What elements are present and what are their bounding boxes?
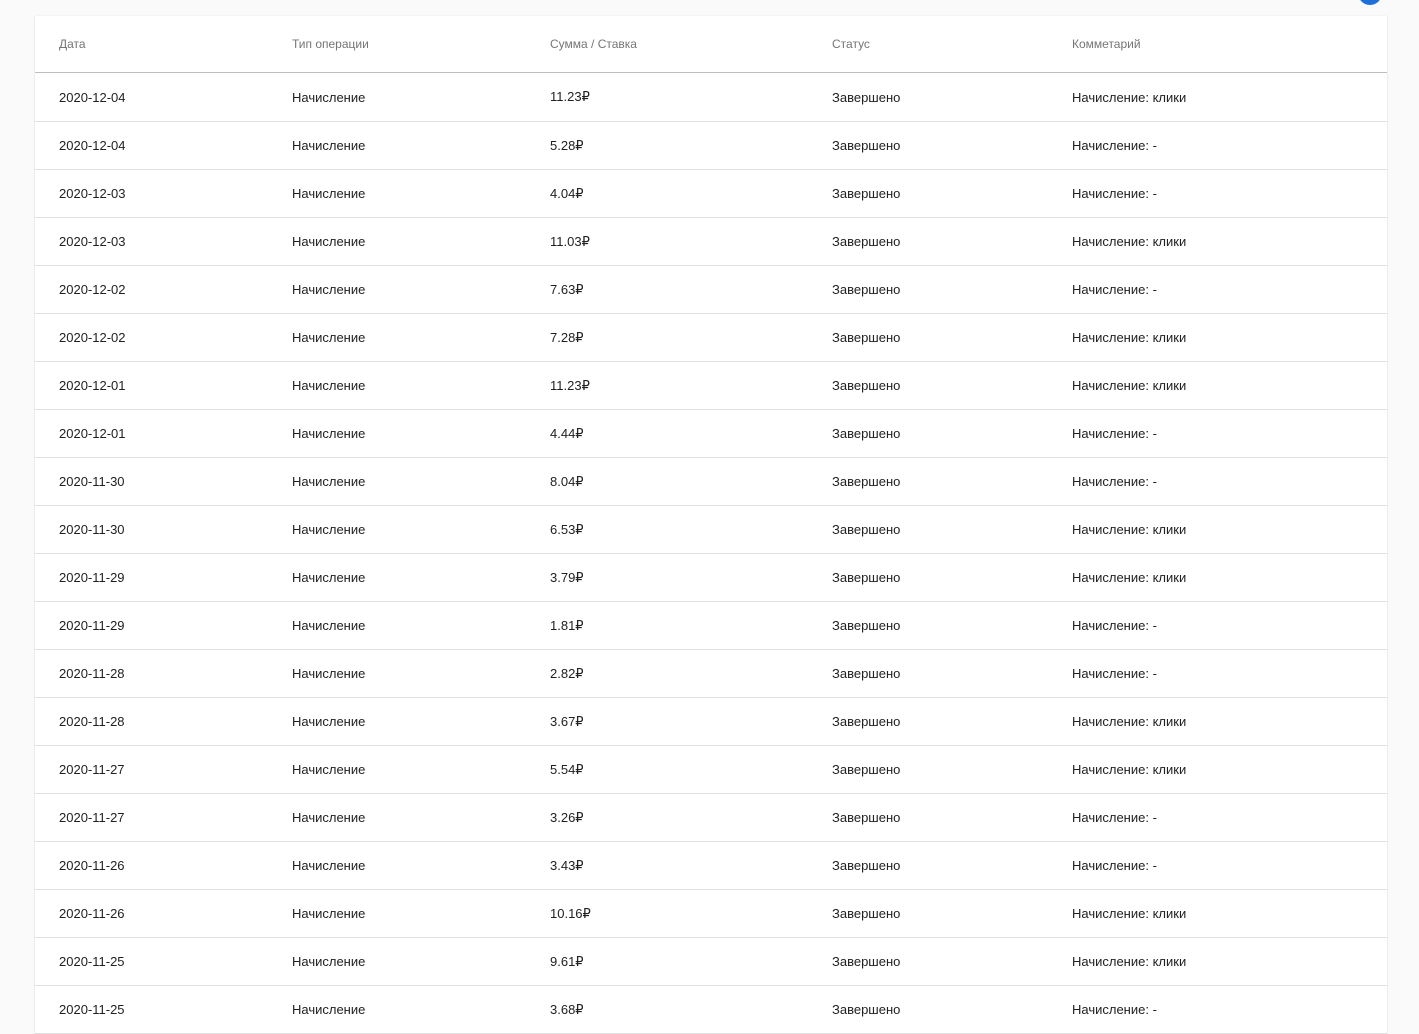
cell-type: Начисление	[292, 554, 550, 602]
cell-status: Завершено	[832, 218, 1072, 266]
cell-type: Начисление	[292, 986, 550, 1034]
cell-comment: Начисление: клики	[1072, 73, 1387, 122]
cell-type: Начисление	[292, 122, 550, 170]
cell-comment: Начисление: клики	[1072, 218, 1387, 266]
cell-date: 2020-12-02	[35, 266, 292, 314]
column-header-date[interactable]: Дата	[35, 16, 292, 73]
cell-type: Начисление	[292, 650, 550, 698]
cell-amount: 5.28₽	[550, 122, 832, 170]
cell-comment: Начисление: -	[1072, 266, 1387, 314]
column-header-status[interactable]: Статус	[832, 16, 1072, 73]
cell-amount: 4.04₽	[550, 170, 832, 218]
cell-type: Начисление	[292, 842, 550, 890]
transactions-table	[35, 16, 1387, 1034]
cell-amount: 11.23₽	[550, 362, 832, 410]
cell-comment: Начисление: клики	[1072, 506, 1387, 554]
table-row[interactable]	[35, 362, 1387, 410]
cell-amount: 2.82₽	[550, 650, 832, 698]
cell-date: 2020-11-30	[35, 506, 292, 554]
cell-type: Начисление	[292, 410, 550, 458]
cell-type: Начисление	[292, 266, 550, 314]
table-row[interactable]	[35, 73, 1387, 122]
cell-amount: 4.44₽	[550, 410, 832, 458]
cell-type: Начисление	[292, 73, 550, 122]
table-row[interactable]	[35, 458, 1387, 506]
cell-status: Завершено	[832, 362, 1072, 410]
cell-status: Завершено	[832, 794, 1072, 842]
cell-amount: 11.23₽	[550, 73, 832, 122]
cell-date: 2020-12-01	[35, 410, 292, 458]
cell-comment: Начисление: -	[1072, 986, 1387, 1034]
table-row[interactable]	[35, 650, 1387, 698]
cell-comment: Начисление: -	[1072, 170, 1387, 218]
cell-status: Завершено	[832, 458, 1072, 506]
cell-amount: 3.67₽	[550, 698, 832, 746]
cell-amount: 8.04₽	[550, 458, 832, 506]
cell-type: Начисление	[292, 938, 550, 986]
table-row[interactable]	[35, 554, 1387, 602]
cell-comment: Начисление: клики	[1072, 554, 1387, 602]
cell-status: Завершено	[832, 746, 1072, 794]
table-header-row	[35, 16, 1387, 73]
table-row[interactable]	[35, 746, 1387, 794]
cell-comment: Начисление: -	[1072, 842, 1387, 890]
cell-status: Завершено	[832, 266, 1072, 314]
cell-amount: 6.53₽	[550, 506, 832, 554]
cell-amount: 3.43₽	[550, 842, 832, 890]
table-row[interactable]	[35, 122, 1387, 170]
cell-type: Начисление	[292, 698, 550, 746]
cell-comment: Начисление: клики	[1072, 890, 1387, 938]
cell-amount: 5.54₽	[550, 746, 832, 794]
table-row[interactable]	[35, 890, 1387, 938]
cell-date: 2020-11-29	[35, 554, 292, 602]
cell-comment: Начисление: -	[1072, 410, 1387, 458]
cell-date: 2020-11-26	[35, 890, 292, 938]
table-row[interactable]	[35, 218, 1387, 266]
cell-date: 2020-12-03	[35, 218, 292, 266]
cell-status: Завершено	[832, 698, 1072, 746]
cell-status: Завершено	[832, 842, 1072, 890]
cell-date: 2020-11-28	[35, 698, 292, 746]
table-row[interactable]	[35, 506, 1387, 554]
cell-date: 2020-12-02	[35, 314, 292, 362]
table-row[interactable]	[35, 794, 1387, 842]
cell-comment: Начисление: -	[1072, 602, 1387, 650]
cell-date: 2020-11-25	[35, 938, 292, 986]
cell-date: 2020-12-04	[35, 122, 292, 170]
cell-type: Начисление	[292, 218, 550, 266]
table-row[interactable]	[35, 842, 1387, 890]
cell-status: Завершено	[832, 122, 1072, 170]
cell-type: Начисление	[292, 506, 550, 554]
table-row[interactable]	[35, 266, 1387, 314]
cell-comment: Начисление: клики	[1072, 746, 1387, 794]
cell-comment: Начисление: клики	[1072, 938, 1387, 986]
cell-comment: Начисление: клики	[1072, 314, 1387, 362]
cell-comment: Начисление: -	[1072, 650, 1387, 698]
cell-amount: 10.16₽	[550, 890, 832, 938]
cell-amount: 3.26₽	[550, 794, 832, 842]
cell-status: Завершено	[832, 554, 1072, 602]
cell-type: Начисление	[292, 314, 550, 362]
cell-amount: 3.79₽	[550, 554, 832, 602]
cell-date: 2020-12-04	[35, 73, 292, 122]
help-button-icon[interactable]	[1358, 0, 1382, 5]
cell-date: 2020-12-01	[35, 362, 292, 410]
cell-type: Начисление	[292, 458, 550, 506]
cell-comment: Начисление: -	[1072, 458, 1387, 506]
table-row[interactable]	[35, 698, 1387, 746]
table-row[interactable]	[35, 410, 1387, 458]
cell-amount: 11.03₽	[550, 218, 832, 266]
cell-status: Завершено	[832, 602, 1072, 650]
cell-type: Начисление	[292, 602, 550, 650]
cell-status: Завершено	[832, 73, 1072, 122]
table-row[interactable]	[35, 314, 1387, 362]
cell-status: Завершено	[832, 986, 1072, 1034]
cell-comment: Начисление: -	[1072, 794, 1387, 842]
cell-date: 2020-11-27	[35, 794, 292, 842]
cell-date: 2020-11-28	[35, 650, 292, 698]
column-header-type[interactable]: Тип операции	[292, 16, 550, 73]
cell-type: Начисление	[292, 746, 550, 794]
table-row[interactable]	[35, 986, 1387, 1034]
cell-status: Завершено	[832, 938, 1072, 986]
cell-status: Завершено	[832, 170, 1072, 218]
cell-type: Начисление	[292, 362, 550, 410]
table-row[interactable]	[35, 938, 1387, 986]
cell-status: Завершено	[832, 890, 1072, 938]
transactions-card	[35, 16, 1387, 1034]
cell-date: 2020-11-27	[35, 746, 292, 794]
table-row[interactable]	[35, 170, 1387, 218]
cell-amount: 9.61₽	[550, 938, 832, 986]
cell-date: 2020-11-30	[35, 458, 292, 506]
cell-amount: 3.68₽	[550, 986, 832, 1034]
cell-type: Начисление	[292, 170, 550, 218]
table-body	[35, 73, 1387, 1034]
cell-amount: 7.28₽	[550, 314, 832, 362]
table-row[interactable]	[35, 602, 1387, 650]
cell-status: Завершено	[832, 314, 1072, 362]
cell-amount: 1.81₽	[550, 602, 832, 650]
column-header-amount[interactable]: Сумма / Ставка	[550, 16, 832, 73]
cell-type: Начисление	[292, 890, 550, 938]
cell-status: Завершено	[832, 506, 1072, 554]
cell-amount: 7.63₽	[550, 266, 832, 314]
cell-comment: Начисление: -	[1072, 122, 1387, 170]
cell-date: 2020-11-29	[35, 602, 292, 650]
cell-comment: Начисление: клики	[1072, 362, 1387, 410]
column-header-comment[interactable]: Комметарий	[1072, 16, 1387, 73]
cell-comment: Начисление: клики	[1072, 698, 1387, 746]
cell-status: Завершено	[832, 650, 1072, 698]
cell-date: 2020-11-26	[35, 842, 292, 890]
cell-date: 2020-12-03	[35, 170, 292, 218]
cell-date: 2020-11-25	[35, 986, 292, 1034]
cell-status: Завершено	[832, 410, 1072, 458]
cell-type: Начисление	[292, 794, 550, 842]
